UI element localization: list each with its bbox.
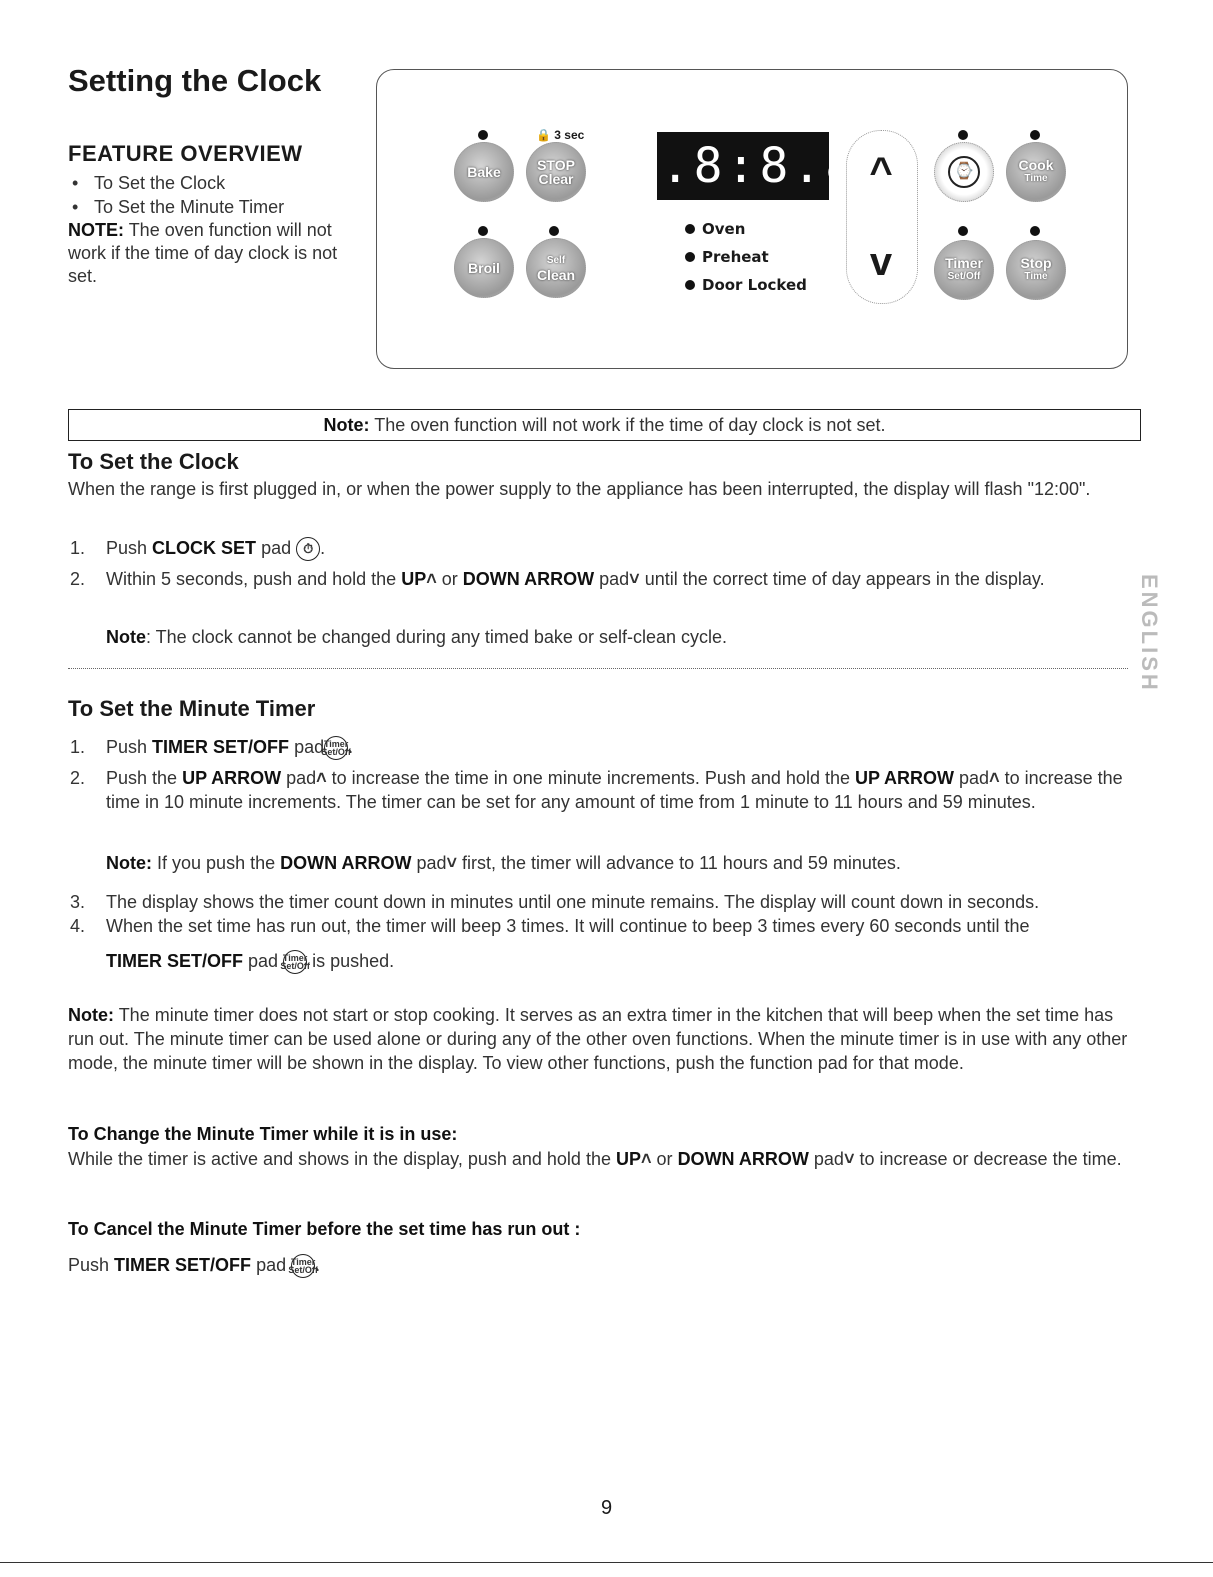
timer-icon	[321, 736, 351, 760]
step-number: 4.	[70, 916, 86, 936]
timer-icon	[288, 1254, 318, 1278]
indicator-dot	[478, 130, 488, 140]
step-number: 1.	[70, 538, 86, 558]
clock-icon: ⌚	[948, 156, 980, 188]
clock-icon: ⏱	[296, 537, 320, 561]
clear-label: Clear	[538, 171, 574, 187]
text: pad	[599, 569, 630, 589]
timer-set-off-pad[interactable]	[934, 240, 994, 300]
text: first, the timer will advance to 11 hours and 59 minutes.	[462, 853, 901, 873]
minute-timer-step-4-cont	[106, 949, 1126, 974]
stop-time-pad[interactable]	[1006, 240, 1066, 300]
set-clock-step-2	[106, 567, 1096, 591]
set-clock-step-1: Push CLOCK SET pad ⏱ .	[106, 536, 1126, 561]
divider	[68, 668, 1128, 669]
cook-label: Cook	[1018, 157, 1054, 173]
note-text: The oven function will not work if the time of day clock is not set.	[68, 220, 338, 286]
bake-pad[interactable]	[454, 142, 514, 202]
clock-set-pad[interactable]	[934, 142, 994, 202]
up-arrow-icon	[426, 569, 437, 589]
note-box	[68, 409, 1141, 441]
cancel-timer-text	[68, 1253, 320, 1278]
text: Push	[68, 1255, 110, 1275]
change-timer-heading: To Change the Minute Timer while it is in use:	[68, 1124, 458, 1144]
list-item: • To Set the Clock	[72, 171, 284, 195]
text: pad	[416, 853, 447, 873]
indicator-dot	[1030, 130, 1040, 140]
stop-clear-pad[interactable]	[526, 142, 586, 202]
list-item: • To Set the Minute Timer	[72, 195, 284, 219]
note-text: The minute timer does not start or stop cooking. It serves as an extra timer in the kitchen that will beep when the set time has run out. The minute timer can be used alone or during any of the other oven functions. When the minute timer is in use with any other mode, the minute timer will be shown in the display. To view other functions, push the function pad for that mode.	[68, 1005, 1128, 1073]
clean-label: Clean	[536, 267, 576, 283]
feature-overview-heading: FEATURE OVERVIEW	[68, 141, 303, 166]
up-label: UP	[401, 569, 427, 589]
text: to increase or decrease the time.	[859, 1149, 1122, 1169]
note-label: Note:	[68, 1005, 114, 1025]
text: until the correct time of day appears in the display.	[644, 569, 1045, 589]
note-label: Note	[106, 627, 146, 647]
stop-label: STOP	[537, 157, 575, 173]
timer-set-off-label: TIMER SET/OFF	[152, 737, 290, 757]
down-arrow-button[interactable]: v	[869, 240, 893, 284]
note-label: NOTE:	[68, 220, 124, 240]
timer-icon	[280, 950, 310, 974]
timer-label: Timer	[945, 255, 983, 271]
text: to increase the time in 10 minute increments. The timer can be set for any amount of time from 1 minute to 11 hours and 59 minutes.	[106, 768, 1123, 812]
indicator-dot	[1030, 226, 1040, 236]
text: pad	[959, 768, 990, 788]
lock-indicator: 🔒 3 sec	[536, 128, 585, 142]
step-number: 1.	[70, 737, 86, 757]
note-box-text: The oven function will not work if the time of day clock is not set.	[374, 415, 886, 435]
door-locked-indicator: Door Locked	[685, 276, 807, 294]
down-arrow-icon	[844, 1149, 855, 1169]
text: Set/Off	[288, 1265, 318, 1276]
minute-timer-step-4: When the set time has run out, the timer will beep 3 times. It will continue to beep 3 times every 60 seconds until the	[106, 916, 1030, 936]
page-title: Setting the Clock	[68, 63, 322, 98]
clock-set-label: CLOCK SET	[152, 538, 257, 558]
bake-label: Bake	[467, 164, 501, 180]
text: pad	[286, 768, 317, 788]
indicator-dot	[478, 226, 488, 236]
time-label: Time	[1024, 173, 1048, 184]
text: Push	[106, 737, 148, 757]
indicator-dot	[549, 226, 559, 236]
stop-time-label: Stop	[1020, 255, 1052, 271]
text: pad	[248, 951, 279, 971]
down-arrow-label: DOWN ARROW	[677, 1149, 809, 1169]
set-clock-heading: To Set the Clock	[68, 449, 239, 474]
up-arrow-button[interactable]: ^	[869, 150, 893, 194]
side-language-label: ENGLISH	[1137, 574, 1162, 693]
text: to increase the time in one minute increments. Push and hold the	[331, 768, 850, 788]
text: pad	[294, 737, 325, 757]
text: Timer	[282, 953, 308, 964]
feature-note	[68, 219, 338, 288]
digital-display: 8.8:8.8	[657, 132, 829, 200]
text: Timer	[290, 1257, 316, 1268]
up-arrow-label: UP ARROW	[182, 768, 282, 788]
general-note	[68, 1003, 1143, 1075]
text: If you push the	[157, 853, 276, 873]
up-arrow-icon	[989, 768, 1000, 788]
note-label: Note:	[106, 853, 152, 873]
text: Within 5 seconds, push and hold the	[106, 569, 397, 589]
text: Push	[106, 538, 148, 558]
minute-timer-step-1: Push TIMER SET/OFF pad Timer Set/Off .	[106, 735, 1126, 760]
text: .	[315, 1255, 321, 1275]
stop-time-sub-label: Time	[1024, 271, 1048, 282]
up-arrow-icon	[641, 1149, 652, 1169]
up-label: UP	[615, 1149, 641, 1169]
feature-overview-list	[72, 171, 284, 219]
down-arrow-icon	[629, 569, 640, 589]
minute-timer-note	[106, 851, 1126, 875]
control-panel	[376, 69, 1128, 369]
self-label: Self	[546, 255, 566, 266]
text: pad	[256, 1255, 287, 1275]
indicator-dot	[958, 226, 968, 236]
lock-label: 3 sec	[554, 128, 585, 142]
timer-set-off-label: TIMER SET/OFF	[106, 951, 243, 971]
step-number: 2.	[70, 569, 86, 589]
broil-pad[interactable]	[454, 238, 514, 298]
page-number: 9	[600, 1497, 613, 1519]
text: pad	[261, 538, 292, 558]
broil-label: Broil	[468, 260, 500, 276]
text: While the timer is active and shows in the display, push and hold the	[68, 1149, 611, 1169]
minute-timer-step-3: The display shows the timer count down in minutes until one minute remains. The display will count down in seconds.	[106, 892, 1040, 912]
set-clock-note	[106, 625, 1126, 649]
text: pad	[813, 1149, 844, 1169]
oven-indicator: Oven	[685, 220, 745, 238]
text: Set/Off	[280, 961, 310, 972]
down-arrow-icon	[447, 853, 458, 873]
self-clean-pad[interactable]	[526, 238, 586, 298]
step-number: 2.	[70, 768, 86, 788]
cook-time-pad[interactable]	[1006, 142, 1066, 202]
text: or	[441, 569, 458, 589]
text: is pushed.	[312, 951, 395, 971]
cancel-timer-heading: To Cancel the Minute Timer before the set time has run out :	[68, 1219, 581, 1239]
up-arrow-label: UP ARROW	[855, 768, 954, 788]
text: Set/Off	[321, 747, 351, 758]
minute-timer-heading: To Set the Minute Timer	[68, 696, 316, 721]
text: or	[656, 1149, 673, 1169]
indicator-dot	[958, 130, 968, 140]
note-text: : The clock cannot be changed during any timed bake or self-clean cycle.	[146, 627, 728, 647]
text: Push the	[106, 768, 178, 788]
down-arrow-label: DOWN ARROW	[280, 853, 412, 873]
up-arrow-icon	[316, 768, 327, 788]
note-box-label: Note:	[323, 415, 370, 435]
minute-timer-step-2	[106, 766, 1126, 814]
change-timer-text	[68, 1147, 1143, 1171]
text: Timer	[323, 739, 349, 750]
down-arrow-label: DOWN ARROW	[462, 569, 595, 589]
preheat-indicator: Preheat	[685, 248, 769, 266]
timer-set-off-label: TIMER SET/OFF	[114, 1255, 252, 1275]
step-number: 3.	[70, 892, 86, 912]
set-off-label: Set/Off	[947, 271, 981, 282]
set-clock-intro: When the range is first plugged in, or when the power supply to the appliance has been interrupted, the display will flash "12:00".	[68, 479, 1091, 499]
bottom-rule	[0, 1562, 1213, 1563]
